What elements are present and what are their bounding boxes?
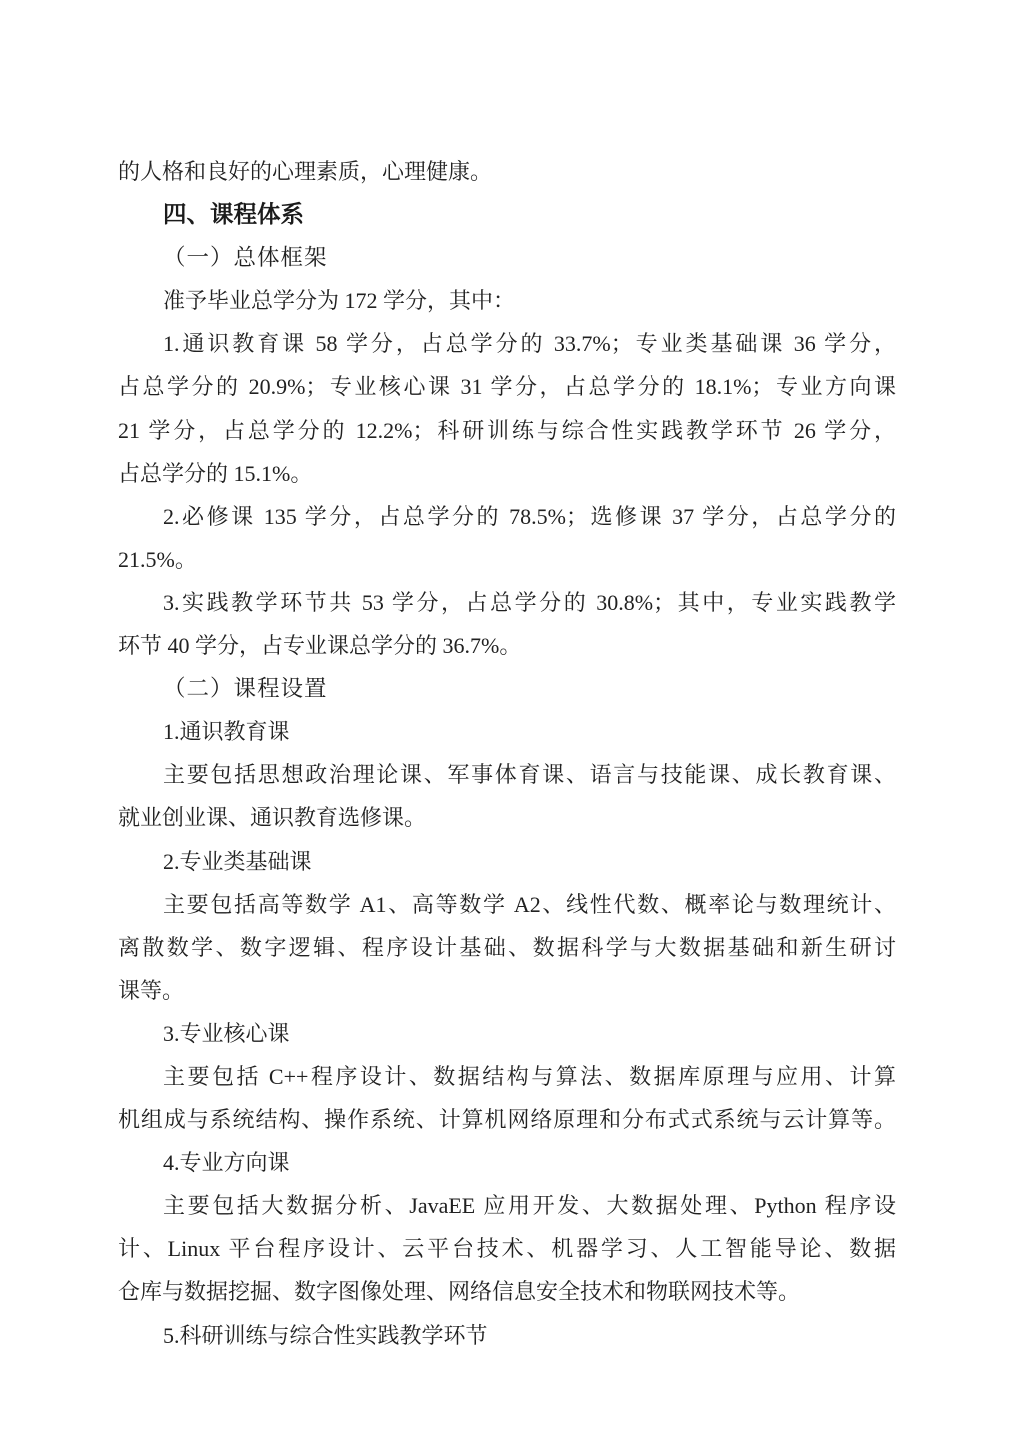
body-line: 主要包括 C++程序设计、数据结构与算法、数据库原理与应用、计算 [163, 1063, 896, 1089]
body-line: 主要包括大数据分析、JavaEE 应用开发、大数据处理、Python 程序设 [163, 1193, 896, 1219]
body-line: 仓库与数据挖掘、数字图像处理、网络信息安全技术和物联网技术等。 [118, 1279, 801, 1305]
body-line: 课等。 [118, 977, 185, 1003]
subsection-heading-course-setup: （二）课程设置 [163, 676, 328, 702]
body-line: 就业创业课、通识教育选修课。 [118, 805, 427, 831]
numbered-item-line: 5.科研训练与综合性实践教学环节 [163, 1322, 488, 1348]
body-line: 21.5%。 [118, 546, 197, 572]
subsection-heading-overall-framework: （一）总体框架 [163, 245, 328, 271]
body-line: 离散数学、数字逻辑、程序设计基础、数据科学与大数据基础和新生研讨 [118, 934, 896, 960]
section-heading-curriculum-system: 四、课程体系 [163, 201, 304, 228]
body-line: 准予毕业总学分为 172 学分，其中： [163, 288, 516, 314]
document-text-block [118, 150, 896, 1357]
body-line: 占总学分的 15.1%。 [118, 460, 313, 486]
body-line: 计、Linux 平台程序设计、云平台技术、机器学习、人工智能导论、数据 [118, 1236, 896, 1262]
body-line: 主要包括高等数学 A1、高等数学 A2、线性代数、概率论与数理统计、 [163, 891, 896, 917]
numbered-item-line: 1.通识教育课 58 学分，占总学分的 33.7%；专业类基础课 36 学分， [163, 331, 896, 357]
body-line: 的人格和良好的心理素质，心理健康。 [118, 159, 493, 184]
numbered-item-line: 1.通识教育课 [163, 719, 290, 745]
numbered-item-line: 4.专业方向课 [163, 1150, 290, 1176]
body-line: 21 学分，占总学分的 12.2%；科研训练与综合性实践教学环节 26 学分， [118, 417, 896, 443]
numbered-item-line: 2.必修课 135 学分，占总学分的 78.5%；选修课 37 学分，占总学分的 [163, 503, 896, 529]
numbered-item-line: 3.专业核心课 [163, 1020, 290, 1046]
numbered-item-line: 2.专业类基础课 [163, 848, 312, 874]
body-line: 环节 40 学分，占专业课总学分的 36.7%。 [118, 633, 522, 659]
body-line: 主要包括思想政治理论课、军事体育课、语言与技能课、成长教育课、 [163, 762, 896, 788]
numbered-item-line: 3.实践教学环节共 53 学分，占总学分的 30.8%；其中，专业实践教学 [163, 589, 896, 615]
body-line: 占总学分的 20.9%；专业核心课 31 学分，占总学分的 18.1%；专业方向课 [118, 374, 896, 400]
body-line: 机组成与系统结构、操作系统、计算机网络原理和分布式式系统与云计算等。 [118, 1107, 896, 1133]
